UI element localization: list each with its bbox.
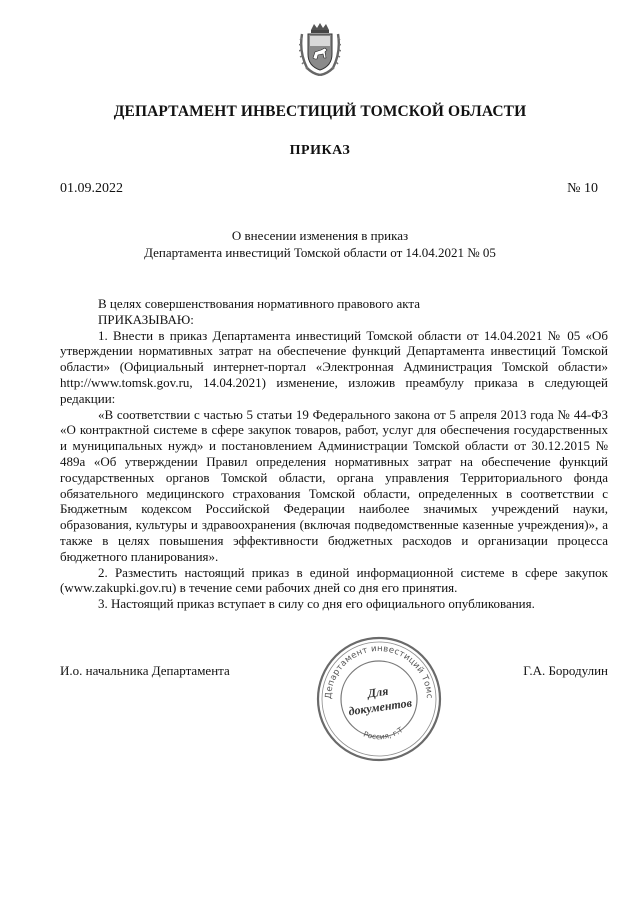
coat-of-arms-icon [299, 22, 341, 76]
stamp-inner-line-1: Для [366, 683, 390, 701]
body-quote: «В соответствии с частью 5 статьи 19 Федерального закона от 5 апреля 2013 года № 44-ФЗ «О контрактной системе в сфере закупок товаров, работ, услуг для обеспечения государственных и муниципальных нужд» и постановлением Администрации Томской области от 30.12.2015 № 489а «Об утверждении Правил определения нормативных затрат на обеспечение функций государственных органов Томской области, органа управления Территориального фонда обязательного медицинского страхования Томской области, определенных в соответствии с Бюджетным кодексом Российской Федерации наиболее значимых учреждений науки, образования, культуры и здравоохранения (включая подведомственные казенные учреждения)», а также в целях повышения эффективности бюджетных расходов и организации процесса бюджетного планирования». [60, 406, 608, 564]
body-item-1: 1. Внести в приказ Департамента инвестиций Томской области от 14.04.2021 № 05 «Об утверждении нормативных затрат на обеспечение функций Департамента инвестиций Томской области» (Официальный интернет-портал «Электронная Администрация Томской области» http://www.tomsk.gov.ru, 14.04.2021) изменение, изложив преамбулу приказа в следующей редакции: [60, 327, 608, 406]
body-item-3: 3. Настоящий приказ вступает в силу со дня его официального опубликования. [98, 596, 535, 612]
official-stamp [314, 634, 444, 764]
subject-line-2: Департамента инвестиций Томской области от 14.04.2021 № 05 [144, 245, 496, 260]
stamp-bottom-text: Россия, г.Т [362, 725, 405, 742]
order-number: № 10 [567, 181, 598, 196]
order-directive: ПРИКАЗЫВАЮ: [98, 311, 194, 327]
stamp-outer-text: Департамент инвестиций Томс [323, 643, 435, 700]
document-type: ПРИКАЗ [289, 143, 351, 158]
body-item-2: 2. Разместить настоящий приказ в единой информационной системе в сфере закупок (www.zakupki.gov.ru) в течение семи рабочих дней со дня его принятия. [60, 564, 608, 596]
subject-line-1: О внесении изменения в приказ [231, 228, 409, 243]
order-date: 01.09.2022 [60, 181, 123, 196]
body-intro: В целях совершенствования нормативного правового акта [98, 296, 421, 311]
signatory-role: И.о. начальника Департамента [60, 663, 230, 678]
stamp-inner-line-2: документов [347, 695, 413, 719]
signatory-name: Г.А. Бородулин [523, 663, 608, 678]
order-subject [0, 227, 640, 261]
order-body [60, 296, 608, 612]
department-title: ДЕПАРТАМЕНТ ИНВЕСТИЦИЙ ТОМСКОЙ ОБЛАСТИ [113, 103, 527, 120]
